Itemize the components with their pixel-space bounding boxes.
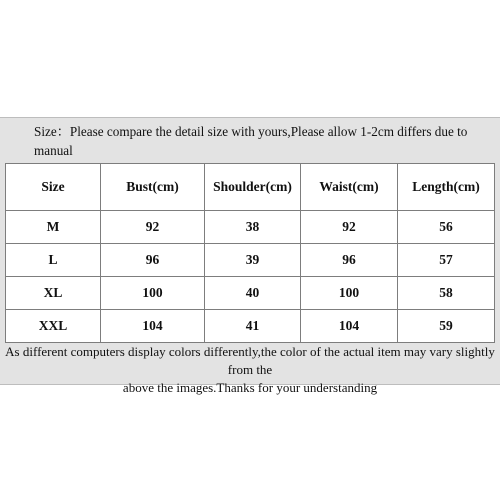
cell-bust: 96	[101, 244, 205, 277]
size-instructions-line-1: Size：Please compare the detail size with yours,Please allow 1-2cm differs due to manual	[34, 124, 468, 158]
cell-length: 58	[398, 277, 495, 310]
color-disclaimer-line-2: above the images.Thanks for your understanding	[122, 380, 378, 395]
cell-size: M	[6, 211, 101, 244]
table-row	[6, 310, 495, 343]
cell-length: 57	[398, 244, 495, 277]
table-header-row	[6, 164, 495, 211]
cell-waist: 100	[301, 277, 398, 310]
cell-waist: 96	[301, 244, 398, 277]
column-header-shoulder: Shoulder(cm)	[205, 164, 301, 211]
cell-bust: 104	[101, 310, 205, 343]
table-row	[6, 277, 495, 310]
size-table	[5, 163, 495, 343]
cell-shoulder: 38	[205, 211, 301, 244]
cell-bust: 92	[101, 211, 205, 244]
cell-shoulder: 40	[205, 277, 301, 310]
column-header-length: Length(cm)	[398, 164, 495, 211]
cell-size: XL	[6, 277, 101, 310]
cell-shoulder: 39	[205, 244, 301, 277]
cell-waist: 92	[301, 211, 398, 244]
color-disclaimer	[2, 343, 498, 397]
column-header-waist: Waist(cm)	[301, 164, 398, 211]
column-header-size: Size	[6, 164, 101, 211]
cell-size: L	[6, 244, 101, 277]
cell-length: 59	[398, 310, 495, 343]
table-row	[6, 211, 495, 244]
column-header-bust: Bust(cm)	[101, 164, 205, 211]
cell-size: XXL	[6, 310, 101, 343]
cell-length: 56	[398, 211, 495, 244]
color-disclaimer-line-1: As different computers display colors differently,the color of the actual item may vary slightly from the	[5, 344, 495, 377]
table-row	[6, 244, 495, 277]
cell-shoulder: 41	[205, 310, 301, 343]
cell-bust: 100	[101, 277, 205, 310]
cell-waist: 104	[301, 310, 398, 343]
